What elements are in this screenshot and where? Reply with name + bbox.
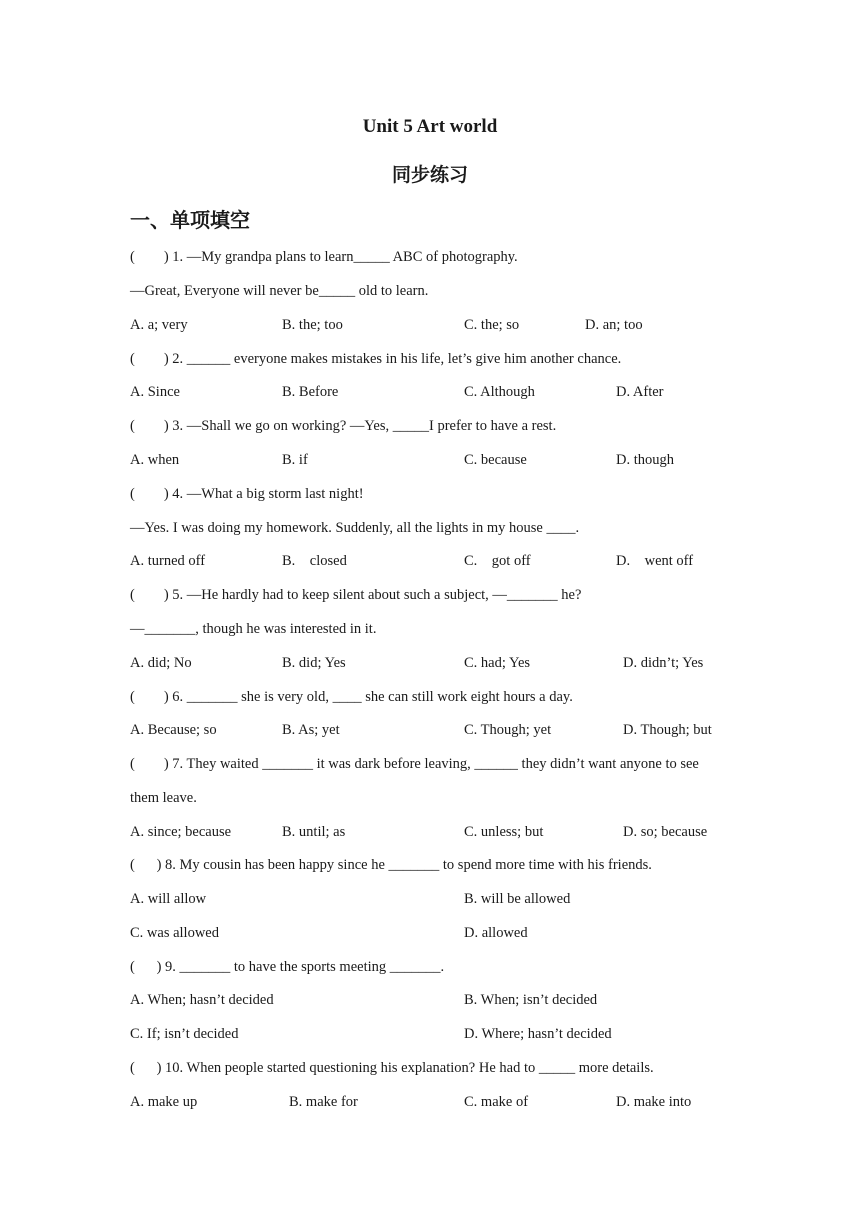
question-2-option-c: C. Although [464,384,535,400]
question-2-option-d: D. After [616,384,664,400]
page-title: Unit 5 Art world [362,116,498,137]
question-10-option-c: C. make of [464,1094,529,1110]
question-8-option-c: C. was allowed [130,925,219,941]
question-7-stem-line-2: them leave. [130,790,197,806]
question-8-stem: ( ) 8. My cousin has been happy since he _______ to spend more time with his friends. [130,857,652,873]
question-6-stem: ( ) 6. _______ she is very old, ____ she can still work eight hours a day. [130,689,573,705]
question-5-stem: ( ) 5. —He hardly had to keep silent about such a subject, —_______ he? [130,587,582,603]
question-10-option-d: D. make into [616,1094,692,1110]
question-4-option-c: C. got off [464,553,531,569]
question-9-option-a: A. When; hasn’t decided [130,992,274,1008]
question-2-option-a: A. Since [130,384,180,400]
question-10-option-a: A. make up [130,1094,198,1110]
question-3-stem: ( ) 3. —Shall we go on working? —Yes, _____I prefer to have a rest. [130,418,557,434]
question-6-option-d: D. Though; but [623,722,712,738]
question-6-option-a: A. Because; so [130,722,217,738]
question-8-option-b: B. will be allowed [464,891,571,907]
question-4-option-b: B. closed [282,553,347,569]
question-3-option-b: B. if [282,452,308,468]
question-1-option-c: C. the; so [464,317,520,333]
question-1-option-a: A. a; very [130,317,188,333]
question-9-option-b: B. When; isn’t decided [464,992,598,1008]
question-7-option-c: C. unless; but [464,824,544,840]
question-9-option-c: C. If; isn’t decided [130,1026,239,1042]
question-3-option-d: D. though [616,452,674,468]
question-2-option-b: B. Before [282,384,339,400]
question-8-option-a: A. will allow [130,891,207,907]
question-1-option-b: B. the; too [282,317,343,333]
question-7-option-a: A. since; because [130,824,232,840]
question-9-option-d: D. Where; hasn’t decided [464,1026,612,1042]
question-3-option-a: A. when [130,452,180,468]
question-6-option-c: C. Though; yet [464,722,552,738]
question-5-option-b: B. did; Yes [282,655,346,671]
question-7-stem: ( ) 7. They waited _______ it was dark before leaving, ______ they didn’t want anyone to see [130,756,699,772]
question-5-option-c: C. had; Yes [464,655,531,671]
question-1-stem-line-2: —Great, Everyone will never be_____ old to learn. [130,283,429,299]
question-2-stem: ( ) 2. ______ everyone makes mistakes in his life, let’s give him another chance. [130,351,622,367]
question-4-stem: ( ) 4. —What a big storm last night! [130,486,364,502]
question-7-option-b: B. until; as [282,824,346,840]
page-subtitle: 同步练习 [391,164,468,186]
question-9-stem: ( ) 9. _______ to have the sports meeting _______. [130,959,445,975]
question-10-stem: ( ) 10. When people started questioning his explanation? He had to _____ more details. [130,1060,654,1076]
question-7-option-d: D. so; because [623,824,708,840]
question-5-stem-line-2: —_______, though he was interested in it. [130,621,377,637]
question-8-option-d: D. allowed [464,925,528,941]
question-4-option-a: A. turned off [130,553,206,569]
question-4-option-d: D. went off [616,553,694,569]
question-1-option-d: D. an; too [585,317,643,333]
question-5-option-a: A. did; No [130,655,192,671]
section-heading: 一、单项填空 [130,208,250,232]
question-3-option-c: C. because [464,452,527,468]
question-1-stem: ( ) 1. —My grandpa plans to learn_____ ABC of photography. [130,249,518,265]
question-4-stem-line-2: —Yes. I was doing my homework. Suddenly, all the lights in my house ____. [130,520,580,536]
question-10-option-b: B. make for [289,1094,358,1110]
question-6-option-b: B. As; yet [282,722,340,738]
question-5-option-d: D. didn’t; Yes [623,655,704,671]
